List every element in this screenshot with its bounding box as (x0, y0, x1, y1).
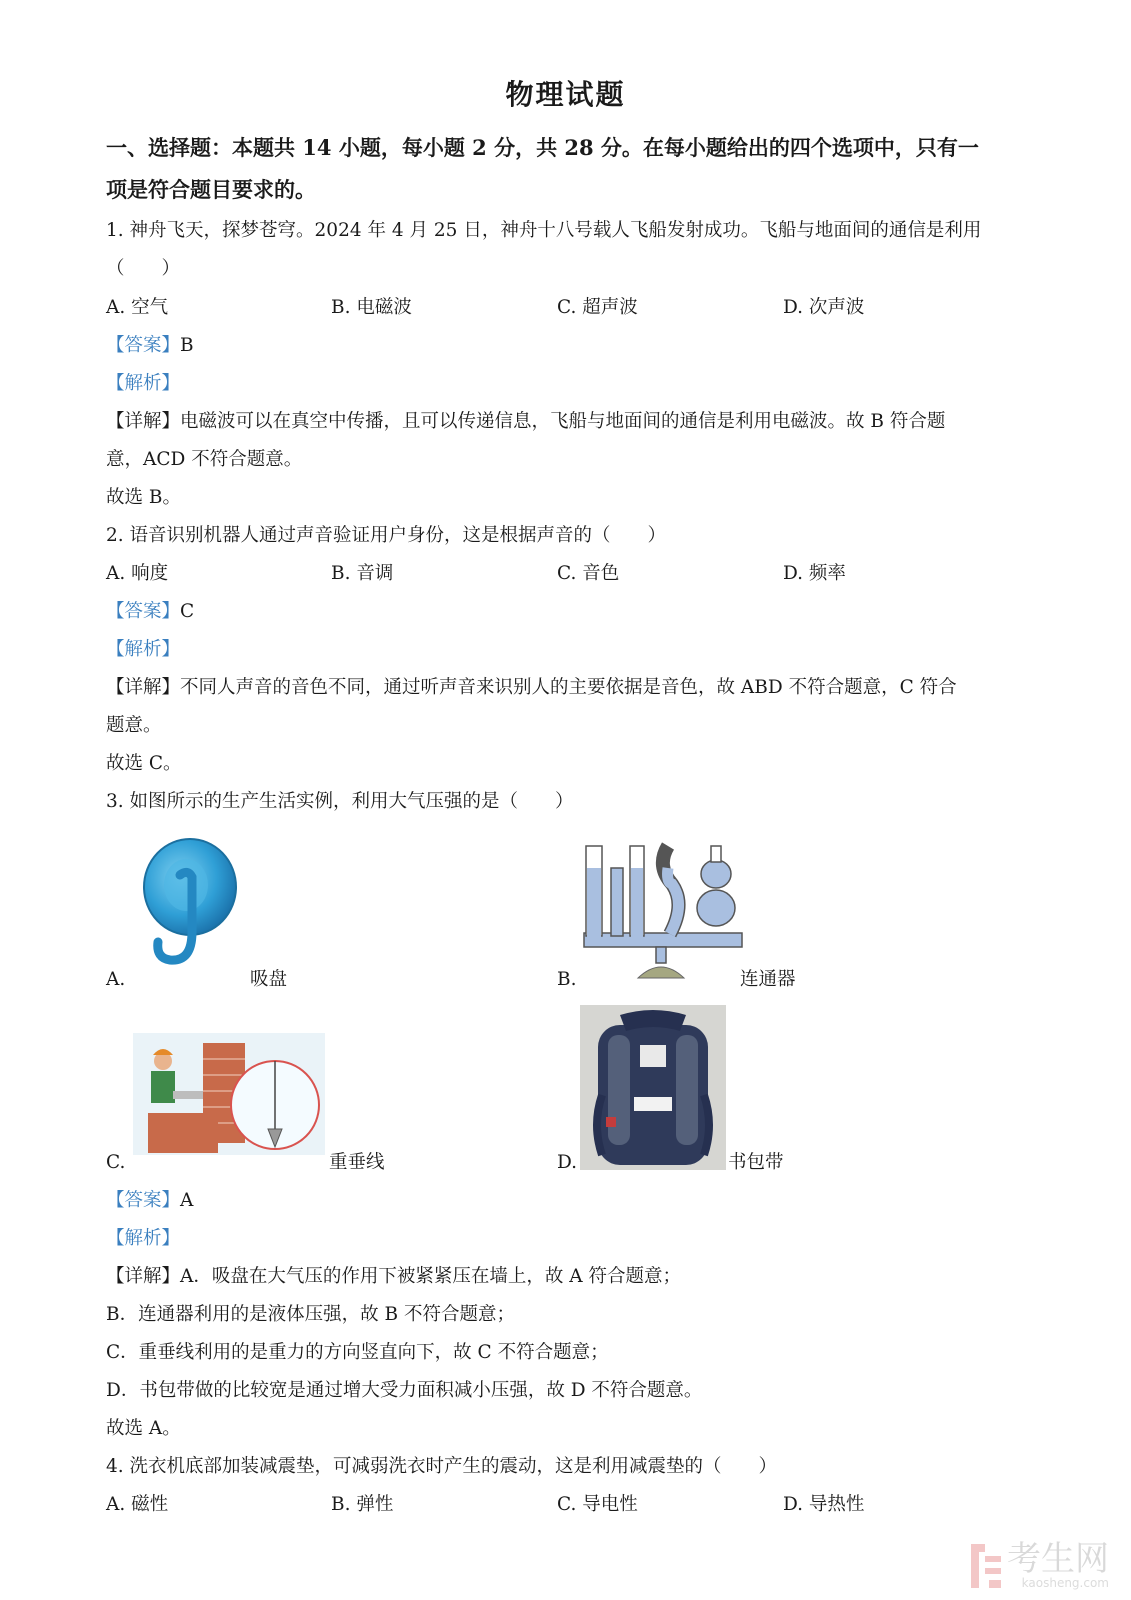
q2-answer-value: C (180, 601, 195, 622)
detail-tag: 【详解】 (106, 677, 181, 698)
q1-detail (106, 410, 945, 434)
q2-conclusion: 故选 C。 (106, 753, 182, 774)
q1-answer-value: B (180, 335, 194, 356)
answer-tag: 【答案】 (106, 601, 181, 622)
q1-option-a: A. 空气 (106, 297, 169, 318)
q2-detail-cont: 题意。 (106, 715, 162, 736)
q4-option-d: D. 导热性 (783, 1494, 865, 1515)
page-title: 物理试题 (505, 78, 626, 111)
watermark-text: 考生网 (1007, 1539, 1109, 1579)
q1-detail-text: 电磁波可以在真空中传播，且可以传递信息，飞船与地面间的通信是利用电磁波。故 B 符合题 (180, 411, 946, 432)
q3-detail (106, 1265, 681, 1289)
answer-tag: 【答案】 (106, 1190, 181, 1211)
q1-stem: 1. 神舟飞天，探梦苍穹。2024 年 4 月 25 日，神舟十八号载人飞船发射成功。飞船与地面间的通信是利用 (106, 220, 982, 241)
q2-option-d: D. 频率 (783, 563, 846, 584)
q1-option-d: D. 次声波 (783, 297, 865, 318)
q3-detail-d: D．书包带做的比较宽是通过增大受力面积减小压强，故 D 不符合题意。 (106, 1380, 703, 1401)
q2-option-b: B. 音调 (331, 563, 394, 584)
q3-figure-b-letter: B. (557, 969, 577, 990)
q2-option-c: C. 音色 (557, 563, 620, 584)
q3-figure-d-letter: D. (557, 1152, 578, 1173)
q3-conclusion: 故选 A。 (106, 1418, 181, 1439)
q2-answer (106, 600, 194, 624)
q1-analysis-tag: 【解析】 (106, 373, 181, 394)
q3-answer-value: A (180, 1190, 194, 1211)
q1-conclusion: 故选 B。 (106, 487, 181, 508)
q2-detail-text: 不同人声音的音色不同，通过听声音来识别人的主要依据是音色，故 ABD 不符合题意，C 符合 (180, 677, 957, 698)
q3-figure-a-caption: 吸盘 (250, 969, 288, 990)
q1-option-b: B. 电磁波 (331, 297, 412, 318)
q3-analysis-tag: 【解析】 (106, 1228, 181, 1249)
q3-stem: 3. 如图所示的生产生活实例，利用大气压强的是（ ） (106, 791, 574, 812)
detail-tag: 【详解】 (106, 411, 181, 432)
q4-option-c: C. 导电性 (557, 1494, 638, 1515)
q3-detail-b: B．连通器利用的是液体压强，故 B 不符合题意； (106, 1304, 515, 1325)
detail-tag: 【详解】 (106, 1266, 181, 1287)
backpack-image (580, 1005, 726, 1170)
answer-tag: 【答案】 (106, 335, 181, 356)
q3-detail-text-a: A．吸盘在大气压的作用下被紧紧压在墙上，故 A 符合题意； (180, 1266, 681, 1287)
watermark-url: kaosheng.com (1021, 1576, 1109, 1590)
watermark (963, 1540, 1109, 1592)
suction-cup-image (140, 835, 240, 980)
q4-option-b: B. 弹性 (331, 1494, 394, 1515)
communicating-vessels-image (578, 838, 748, 986)
q3-figure-c-caption: 重垂线 (329, 1152, 385, 1173)
q3-figure-b-caption: 连通器 (740, 969, 796, 990)
q4-option-a: A. 磁性 (106, 1494, 169, 1515)
q3-figure-d-caption: 书包带 (728, 1152, 784, 1173)
q3-figure-c-letter: C. (106, 1152, 126, 1173)
plumb-line-image (133, 1033, 325, 1155)
section-heading-line1: 一、选择题：本题共 14 小题，每小题 2 分，共 28 分。在每小题给出的四个选项中，只有一 (106, 135, 979, 160)
q1-option-c: C. 超声波 (557, 297, 638, 318)
q1-answer (106, 334, 194, 358)
q2-analysis-tag: 【解析】 (106, 639, 181, 660)
q3-answer (106, 1189, 193, 1213)
q2-option-a: A. 响度 (106, 563, 169, 584)
q2-detail (106, 676, 957, 700)
q1-stem-blank: （ ） (106, 258, 181, 279)
q3-figure-a-letter: A. (106, 969, 126, 990)
q2-stem: 2. 语音识别机器人通过声音验证用户身份，这是根据声音的（ ） (106, 525, 667, 546)
section-heading-line2: 项是符合题目要求的。 (106, 177, 316, 202)
watermark-logo-icon (963, 1540, 1007, 1592)
q1-detail-cont: 意，ACD 不符合题意。 (106, 449, 303, 470)
q4-stem: 4. 洗衣机底部加装减震垫，可减弱洗衣时产生的震动，这是利用减震垫的（ ） (106, 1456, 778, 1477)
q3-detail-c: C．重垂线利用的是重力的方向竖直向下，故 C 不符合题意； (106, 1342, 609, 1363)
